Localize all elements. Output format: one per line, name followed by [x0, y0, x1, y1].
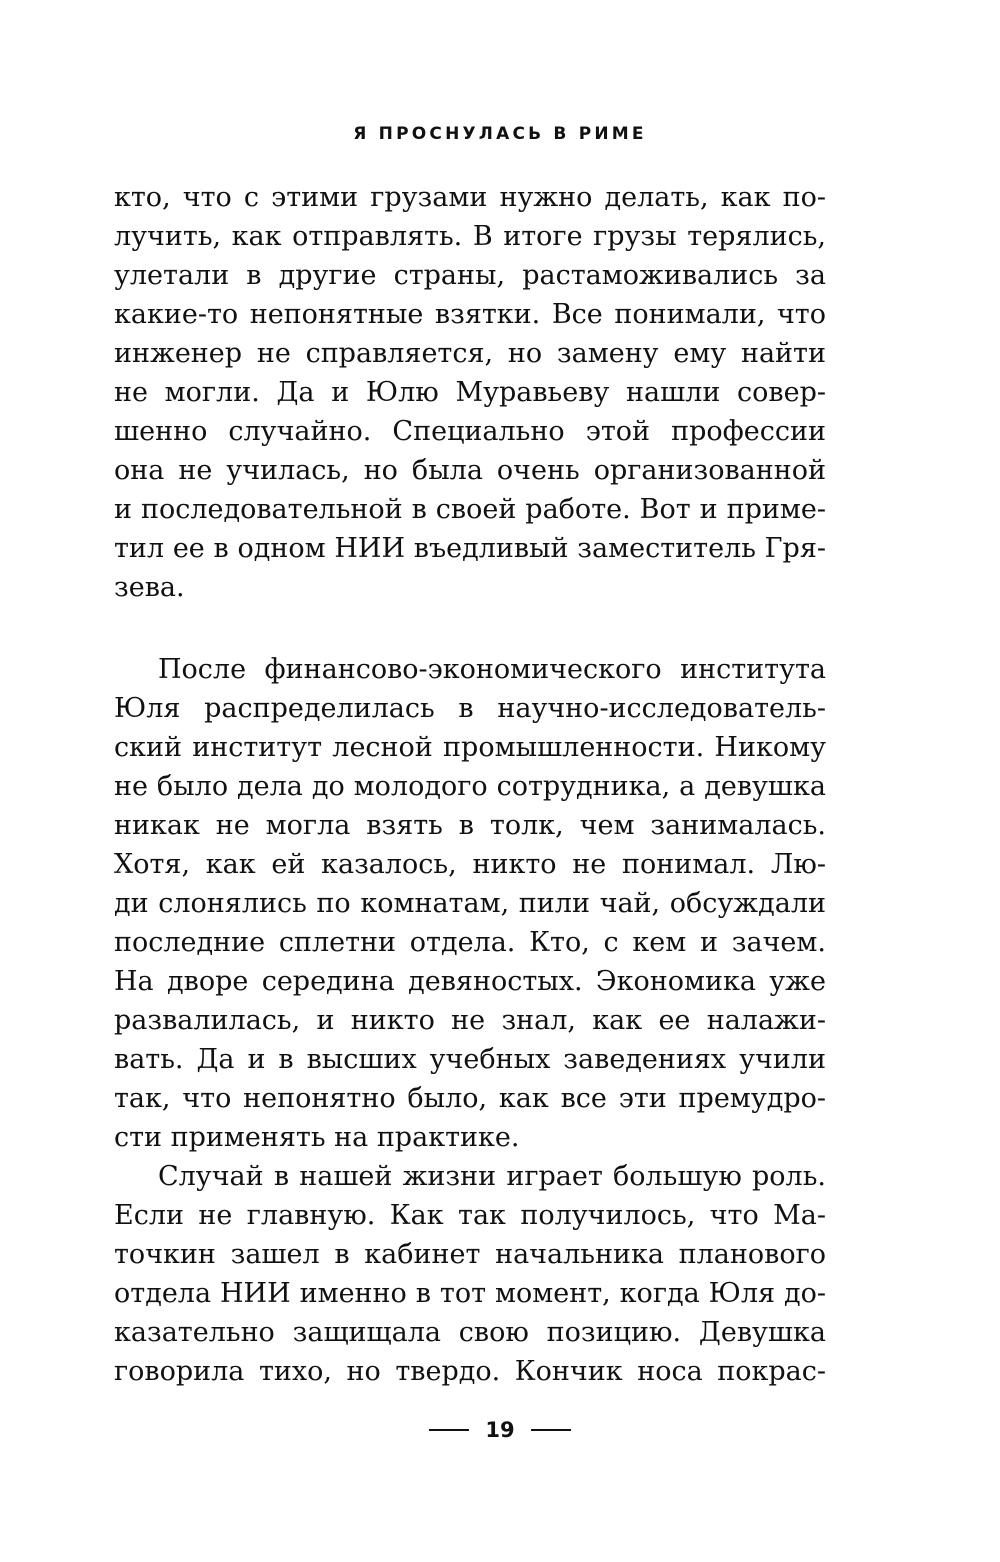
text-line: она не училась, но была очень организованной	[114, 455, 826, 486]
text-line: улетали в другие страны, растаможивались за	[114, 260, 826, 291]
folio-right-rule	[531, 1429, 571, 1431]
text-line: не было дела до молодого сотрудника, а девушка	[114, 771, 826, 802]
text-line: тил ее в одном НИИ въедливый заместитель Гря-	[114, 533, 826, 564]
text-line: кто, что с этими грузами нужно делать, как по-	[114, 182, 826, 213]
paragraph-2	[114, 650, 826, 1157]
text-line: последние сплетни отдела. Кто, с кем и зачем.	[114, 927, 826, 958]
running-head: Я ПРОСНУЛАСЬ В РИМЕ	[353, 124, 647, 144]
text-line: сти применять на практике.	[114, 1122, 520, 1153]
text-line: так, что непонятно было, как все эти премудро-	[114, 1083, 826, 1114]
text-line: инженер не справляется, но замену ему найти	[114, 338, 826, 369]
text-line: не могли. Да и Юлю Муравьеву нашли совер-	[114, 377, 826, 408]
folio-left-rule	[429, 1429, 469, 1431]
section-break	[114, 607, 826, 650]
text-line: ди слонялись по комнатам, пили чай, обсуждали	[114, 888, 826, 919]
text-line: отдела НИИ именно в тот момент, когда Юля до-	[114, 1278, 826, 1309]
text-line: зева.	[114, 572, 185, 603]
text-line: казательно защищала свою позицию. Девушка	[114, 1317, 826, 1348]
page-folio	[0, 1418, 1000, 1442]
text-line: ский институт лесной промышленности. Никому	[114, 732, 826, 763]
paragraph-1	[114, 178, 826, 607]
text-line: развалилась, и никто не знал, как ее налажи-	[114, 1005, 826, 1036]
text-line: шенно случайно. Специально этой профессии	[114, 416, 826, 447]
text-line: какие-то непонятные взятки. Все понимали, что	[114, 299, 826, 330]
body-text	[114, 178, 826, 1391]
text-line: На дворе середина девяностых. Экономика уже	[114, 966, 826, 997]
text-line: Юля распределилась в научно-исследователь-	[114, 693, 826, 724]
page-number: 19	[485, 1418, 515, 1442]
text-line: вать. Да и в высших учебных заведениях учили	[114, 1044, 826, 1075]
text-line: и последовательной в своей работе. Вот и приме-	[114, 494, 826, 525]
text-line: Если не главную. Как так получилось, что Ма-	[114, 1200, 826, 1231]
text-line: никак не могла взять в толк, чем занималась.	[114, 810, 826, 841]
paragraph-3	[114, 1157, 826, 1391]
text-line: После финансово-экономического института	[158, 654, 826, 685]
text-line: Хотя, как ей казалось, никто не понимал. Лю-	[114, 849, 826, 880]
text-line: лучить, как отправлять. В итоге грузы терялись,	[114, 221, 826, 252]
text-line: говорила тихо, но твердо. Кончик носа покрас-	[114, 1356, 826, 1387]
text-line: Случай в нашей жизни играет большую роль.	[158, 1161, 826, 1192]
text-line: точкин зашел в кабинет начальника планового	[114, 1239, 826, 1270]
